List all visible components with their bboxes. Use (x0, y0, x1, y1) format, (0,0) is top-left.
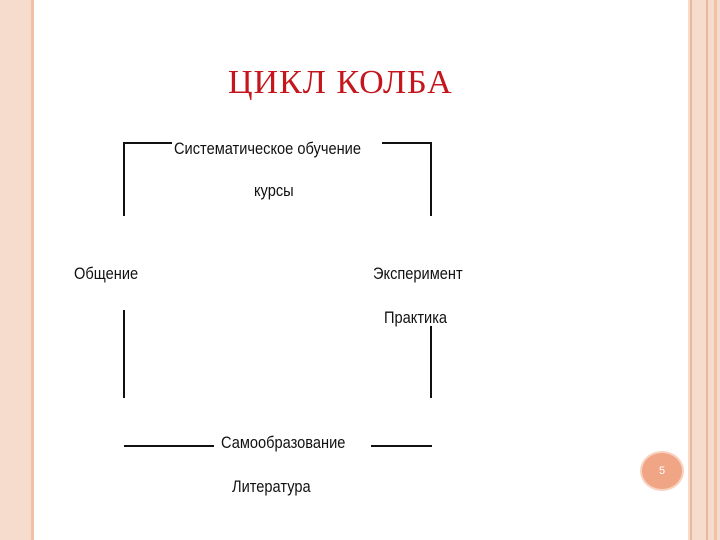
top-left-vertical-line (123, 142, 125, 216)
bottom-left-horizontal-line (124, 445, 214, 447)
top-right-vertical-line (430, 142, 432, 216)
slide-title: ЦИКЛ КОЛБА (228, 64, 453, 101)
top-right-horizontal-line (382, 142, 432, 144)
bottom-right-horizontal-line (371, 445, 432, 447)
top-left-horizontal-line (124, 142, 172, 144)
bottom-stage-label: Самообразование (221, 433, 346, 452)
right-border-line (714, 0, 717, 540)
right-stage-label: Эксперимент (373, 264, 463, 283)
top-stage-sublabel: курсы (254, 181, 294, 200)
left-bottom-vertical-line (123, 310, 125, 398)
right-border-line (690, 0, 692, 540)
right-stage-sublabel: Практика (384, 308, 448, 327)
right-bottom-vertical-line (430, 326, 432, 398)
left-decorative-border (0, 0, 34, 540)
top-stage-label: Систематическое обучение (174, 139, 361, 158)
right-border-line (706, 0, 708, 540)
page-number-badge: 5 (640, 451, 684, 491)
bottom-stage-sublabel: Литература (232, 477, 311, 496)
left-stage-label: Общение (74, 264, 139, 283)
